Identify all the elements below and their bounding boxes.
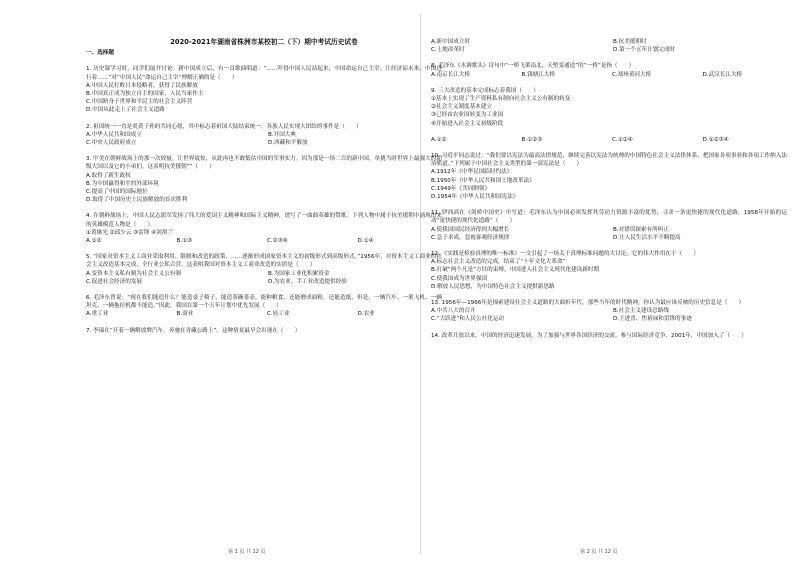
question-stem: 11. 伊西高在《剑桥中国史》中写道：毛泽东认为中国必须发挥其劳动力资源丰富的优势，寻求一条更快捷的现代化道路，1958年开始的运动“更快捷的现代化道路”（ ） — [431, 210, 787, 225]
answer-option[interactable]: A.取得了新生政权 — [86, 172, 131, 179]
answer-option[interactable]: D.西藏和平解放 — [268, 140, 308, 147]
answer-option[interactable]: C.②③④ — [267, 238, 288, 245]
answer-option[interactable]: B.钱塘江大桥 — [521, 71, 556, 78]
answer-option[interactable]: A.中国人民打败日本侵略者，获得了民族解放 — [86, 82, 198, 89]
left-column — [86, 18, 442, 343]
question-stem: 9. 三大改造的基本完成标志着我国（ ） — [431, 87, 539, 94]
option-list — [86, 237, 442, 245]
left-question-list — [86, 65, 442, 334]
answer-option[interactable]: B.为中国赢得和平的外部环境 — [86, 180, 159, 187]
answer-option[interactable]: C.中央人民政府成立 — [86, 140, 137, 147]
answer-option[interactable]: D.解放人民思想，为中国特色社会主义提供新思路 — [431, 283, 555, 290]
answer-option[interactable]: C.①②④ — [612, 136, 633, 143]
answer-option[interactable]: C.“大跃进”和人民公社化运动 — [431, 316, 505, 323]
answer-option[interactable]: B.商业 — [176, 311, 194, 318]
option-list — [431, 38, 787, 54]
question-stem: 8. 毛泽东《水调歌头》诗句中“一桥飞架南北，天堑变通途”的“一桥”是指（ ） — [431, 63, 635, 70]
answer-option[interactable]: D.让人民生活水平不断提高 — [613, 234, 681, 241]
answer-option[interactable]: ②社会主义制度基本建立 — [431, 104, 492, 111]
answer-option[interactable]: B.社会主义建设总路线 — [613, 308, 669, 315]
question-stem: 6. 毛泽东曾说：“现在我们能造什么？能造桌子椅子，能造茶碗茶壶，能种粮食，还能磨成面粉，还能造纸，但是，一辆汽车、一架飞机、一辆坦克、一辆拖拉机都不能造。”因此，我国在第一个五年计划中优先发展（ ） — [86, 295, 442, 310]
option-list — [86, 172, 442, 205]
question-block — [431, 250, 787, 291]
answer-option[interactable]: C.土地改革时 — [431, 47, 465, 54]
answer-option[interactable]: B.为国家工业化积累资金 — [268, 270, 330, 277]
exam-title: 2020-2021年湖南省株洲市某校初二（下）期中考试历史试卷 — [170, 38, 358, 46]
answer-option[interactable]: C.使我国成为世界强国 — [431, 275, 488, 282]
option-list — [431, 168, 787, 201]
question-block — [86, 294, 442, 319]
answer-option[interactable]: ③已经由农业国转变为工业国 — [431, 112, 504, 119]
option-list — [431, 307, 787, 323]
question-block — [431, 38, 787, 54]
option-list — [431, 258, 787, 291]
answer-option[interactable]: B.抗美援朝时 — [613, 39, 647, 45]
option-list — [86, 131, 442, 147]
answer-option[interactable]: ①基本上实现了生产资料私有制向社会主义公有制的转变 — [431, 96, 571, 103]
option-list — [431, 95, 787, 128]
answer-option[interactable]: C.轻工业 — [267, 311, 290, 318]
question-block — [86, 123, 442, 148]
answer-option[interactable]: B.打破“两个凡是”方针的束缚，中国进入社会主义现代化建设新时期 — [431, 267, 600, 274]
page-footer-right: 第 2 页 共 12 页 — [580, 549, 618, 555]
right-column — [431, 38, 787, 348]
answer-option[interactable]: C.1949年《共同纲领》 — [431, 185, 491, 192]
question-stem: 14. 改革开放以来，中国的经济迅速发展。为了加强与世界各国经济的交流，参与国际经济竞争，2001年，中国加入了（ ） — [431, 332, 747, 339]
answer-option[interactable]: D.农业 — [357, 311, 375, 318]
answer-option[interactable]: A.新中国成立时 — [431, 39, 471, 45]
question-stem: 13. 1956年—1966年是探索建设社会主义道路的大曲折年代，那些当年的时代精神，你认为最应该反映的历史信息是（ ） — [431, 300, 745, 307]
question-block — [431, 299, 787, 324]
question-stem: 2. 祖国统一一直是炎黄子孙的共同心愿，其中标志着祖国大陆结束统一，各族人民实现大团结的事件是（ ） — [86, 123, 362, 130]
answer-option[interactable]: C.急于求成，忽视客观经济规律 — [431, 234, 510, 241]
question-block — [431, 332, 787, 340]
question-block — [431, 62, 787, 78]
question-block — [86, 253, 442, 286]
question-stem: 7. 李瑞在“开着一辆解放牌汽车，奔驰在青藏公路上”。这种情景最早会出现在（ ） — [86, 327, 301, 334]
answer-option[interactable]: B.对错误探索有所纠正 — [613, 226, 669, 233]
answer-option[interactable]: A.中共八大的召开 — [431, 308, 476, 315]
right-question-list — [431, 38, 787, 340]
answer-option[interactable]: B.①③ — [176, 238, 193, 245]
question-block — [86, 327, 442, 335]
page-footer-left: 第 1 页 共 12 页 — [228, 549, 266, 555]
answer-option[interactable]: A.使我国国民经济得到大幅增长 — [431, 226, 510, 233]
question-block — [431, 152, 787, 201]
answer-option[interactable]: C.中国跻身于世界和平民主的社会主义阵营 — [86, 99, 193, 106]
answer-option[interactable]: A.重工业 — [86, 311, 109, 318]
answer-option[interactable]: A.中华人民共和国成立 — [86, 131, 142, 138]
option-list — [86, 310, 442, 318]
question-block — [431, 209, 787, 242]
answer-option[interactable]: A.南京长江大桥 — [431, 71, 471, 78]
answer-option[interactable]: B.开国大典 — [268, 131, 296, 138]
answer-option[interactable]: D.1954年《中华人民共和国宪法》 — [431, 194, 519, 201]
answer-option[interactable]: D.为农业、手工业改造提供经验 — [268, 278, 347, 285]
answer-option[interactable]: ④开始进入社会主义初级阶段 — [431, 120, 504, 127]
section-heading: 一、选择题 — [86, 50, 114, 57]
answer-option[interactable]: A.1912年《中华民国临时约法》 — [431, 169, 513, 176]
option-list — [431, 226, 787, 242]
answer-option[interactable]: D.取得了中国历史上民族解放的首次胜利 — [86, 197, 188, 204]
question-stem: 4. 在朝鲜战场上，中国人民志愿军发扬了伟大的爱国主义精神和国际主义精神，谱写了一曲曲英雄的赞歌。下列人物中属于抗美援朝中涌现出来的英雄模范人物是（ ） — [86, 213, 442, 228]
question-stem: 10. 习近平同志说过：“我们要以宪法为最高法律规范，继续完善以宪法为统帅的中国特色社会主义法律体系，把国家各项事业和各项工作纳入法治轨道。”下列属于中国社会主义类型的第一部宪法是（ ） — [431, 153, 787, 168]
answer-option[interactable]: D.第一个五年计划完成时 — [613, 47, 676, 54]
question-stem: 3. 中美在朝鲜战场上的那一次较量，让世界震惊，从此再也不敢低估中国的军事实力。因为那是一场二百的新中国，单挑当时世界上最强大的超级大国以及它的小弟们。这表明抗美援朝“”（ ） — [86, 156, 442, 171]
option-list — [431, 71, 787, 79]
answer-option[interactable]: D.①④ — [357, 238, 374, 245]
answer-option[interactable]: D.中国从此走上了社会主义道路 — [86, 107, 165, 114]
option-list — [431, 136, 787, 144]
question-stem: 12. 《实践是检验真理的唯一标准》一文引起了一场关于真理标准问题的大讨论，它的伟大作用在于（ ） — [431, 251, 699, 258]
answer-option[interactable]: C.提高了中国的国际地位 — [86, 189, 148, 196]
answer-option[interactable]: B.①②③ — [521, 136, 543, 143]
answer-option[interactable]: D.①②③④ — [702, 136, 729, 143]
question-block — [86, 212, 442, 245]
answer-option[interactable]: A.①② — [86, 238, 102, 245]
answer-option[interactable]: D.王进喜、焦裕禄和雷锋的事迹 — [613, 316, 692, 323]
question-block — [86, 65, 442, 114]
question-block — [431, 87, 787, 128]
option-list — [86, 82, 442, 115]
question-extra: ①黄继光 ②邱少云 ③雷锋 ④刘胡兰 — [86, 229, 173, 236]
answer-option[interactable]: D.武汉长江大桥 — [702, 71, 743, 78]
answer-option[interactable]: A.标志社会主义改造的完成，结束了“十年文化大革命” — [431, 259, 566, 266]
answer-option[interactable]: C.郑州黄河大桥 — [612, 71, 652, 78]
answer-option[interactable]: C.促进社会经济的发展 — [86, 278, 143, 285]
answer-option[interactable]: A.变资本主义私有制为社会主义公有制 — [86, 270, 182, 277]
question-block — [431, 136, 787, 144]
question-block — [86, 155, 442, 204]
answer-option[interactable]: A.①② — [431, 136, 447, 143]
question-stem: 5. “国家对资本主义工商业采取利用、限制和改造的政策，……逐渐形成国家资本主义的初级形式到高级形式。”1956年，对资本主义工商业的社会主义改造基本完成，全行业公私合营，这表明我国对资本主义工商业改造的实质是（ ） — [86, 254, 442, 269]
answer-option[interactable]: B.中国真正成为独立自主的国家，人民当家作主 — [86, 91, 204, 98]
answer-option[interactable]: B.1950年《中华人民共和国土地改革法》 — [431, 177, 535, 184]
question-stem: 1. 历史课学习时，同学们展开讨论。新中国成立后，有一首歌曲唱道：“……吓得中国人民站起来，中国命运自己主宰；让经济谅未来。中国进行着……”对“中国人民”命运自己主宰“理解正确的是（ ） — [86, 66, 442, 81]
option-list — [86, 270, 442, 286]
